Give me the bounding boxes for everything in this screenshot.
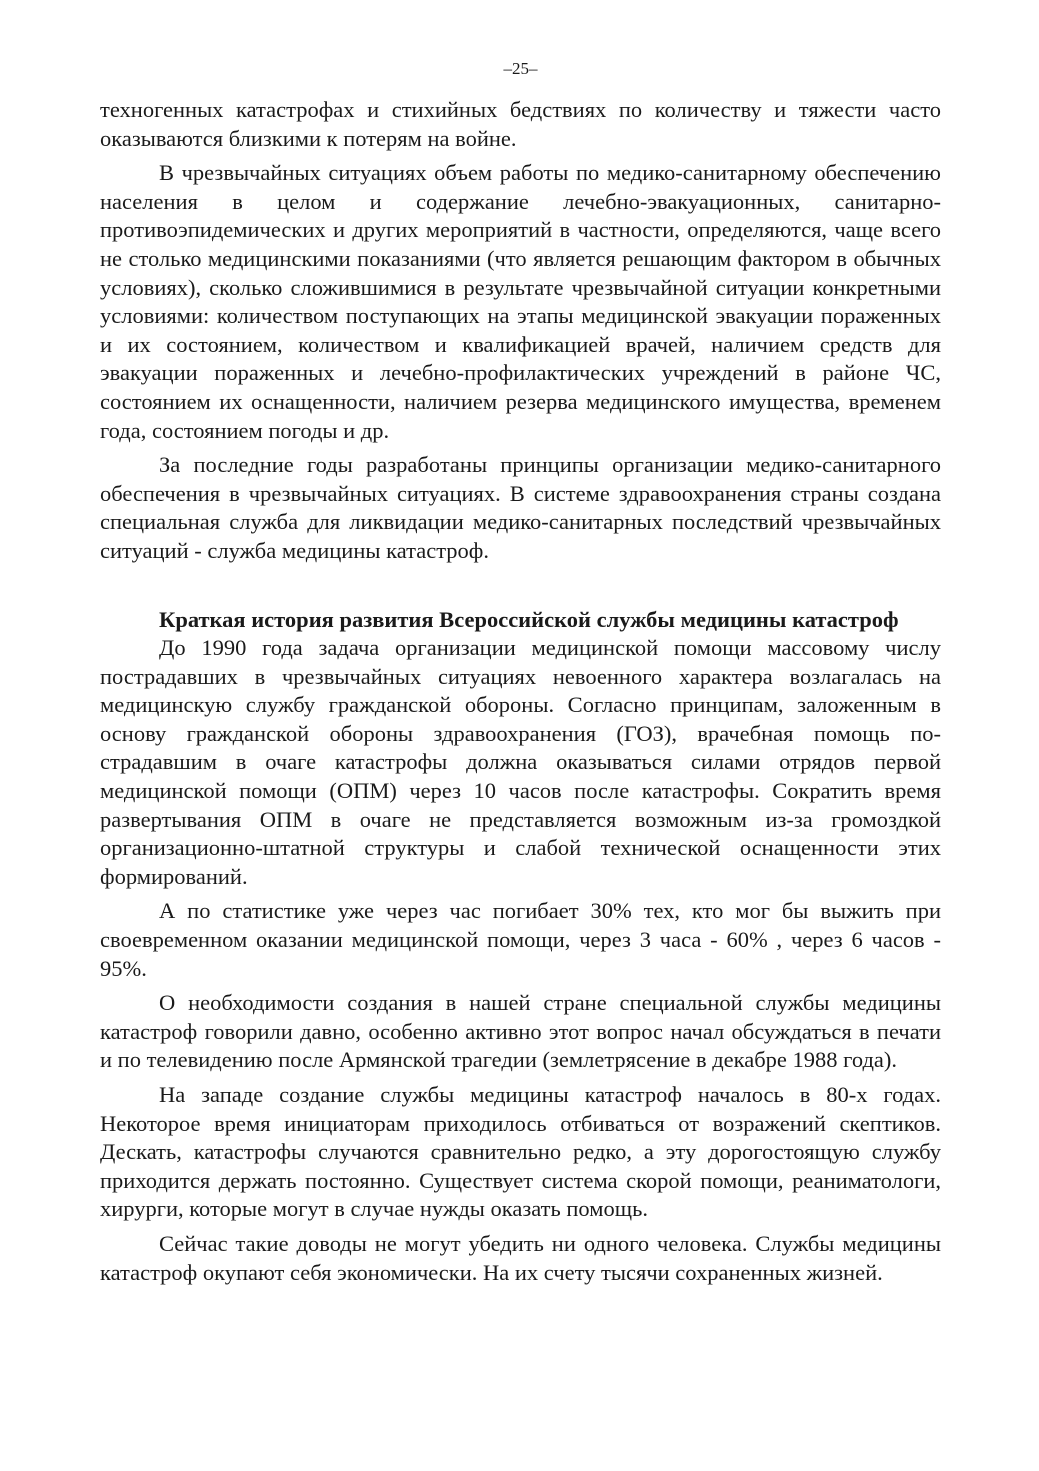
- section-gap: [100, 572, 941, 606]
- section-heading: Краткая история развития Всероссийской службы медицины катастроф: [159, 606, 899, 632]
- intro-section: [100, 96, 941, 566]
- paragraph: техногенных катастрофах и стихийных бедствиях по количеству и тяжести часто оказываются близкими к потерям на войне.: [100, 97, 941, 151]
- paragraph: В чрезвычайных ситуациях объем работы по медико-санитарному обеспечению населения в целом и содержание лечебно-эвакуационных, санитарно-противоэпидемических и других мероприятий в частности, определяются, чаще всего не столько медицинскими показаниями (что является решающим фактором в обычных условиях), сколько сложившимися в результате чрезвычайной ситуации конкретными условиями: количеством поступающих на этапы медицинской эвакуации пораженных и их состоянием, количеством и квалификацией врачей, наличием средств для эвакуации пораженных и лечебно-профилактических учреждений в районе ЧС, состоянием их оснащенности, наличием резерва медицинского имущества, временем года, состоянием погоды и др.: [100, 160, 941, 443]
- paragraph: На западе создание службы медицины катастроф началось в 80-х годах. Некоторое время инициаторам приходилось отбиваться от возражений скептиков. Дескать, катастрофы случаются сравнительно редко, а эту дорогостоящую службу приходится держать постоянно. Существует система скорой помощи, реаниматологи, хирурги, которые могут в случае нужды оказать помощь.: [100, 1082, 941, 1222]
- paragraph: За последние годы разработаны принципы организации медико-санитарного обеспечения в чрезвычайных ситуациях. В системе здравоохранения страны создана специальная служба для ликвидации медико-санитарных последствий чрезвычайных ситуаций - служба медицины катастроф.: [100, 452, 941, 563]
- history-section: [100, 606, 941, 1288]
- paragraph: Сейчас такие доводы не могут убедить ни одного человека. Службы медицины катастроф окупают себя экономически. На их счету тысячи сохраненных жизней.: [100, 1230, 941, 1285]
- paragraph: До 1990 года задача организации медицинской помощи массовому числу пострадавших в чрезвычайных ситуациях невоенного характера возлагалась на медицинскую службу гражданской обороны. Согласно принципам, заложенным в основу гражданской обороны здравоохранения (ГОЗ), врачебная помощь пострадавшим в очаге катастрофы должна оказываться силами отрядов первой медицинской помощи (ОПМ) через 10 часов после катастрофы. Сократить время развертывания ОПМ в очаге не представляется возможным из-за громоздкой организационно-штатной структуры и слабой технической оснащенности этих формирований.: [100, 635, 941, 889]
- paragraph: О необходимости создания в нашей стране специальной службы медицины катастроф говорили давно, особенно активно этот вопрос начал обсуждаться в печати и по телевидению после Армянской трагедии (землетрясение в декабре 1988 года).: [100, 990, 941, 1073]
- document-page: [100, 56, 941, 1293]
- paragraph: А по статистике уже через час погибает 30% тех, кто мог бы выжить при своевременном оказании медицинской помощи, через 3 часа - 60% , через 6 часов - 95%.: [100, 898, 941, 981]
- page-number: –25–: [503, 59, 538, 78]
